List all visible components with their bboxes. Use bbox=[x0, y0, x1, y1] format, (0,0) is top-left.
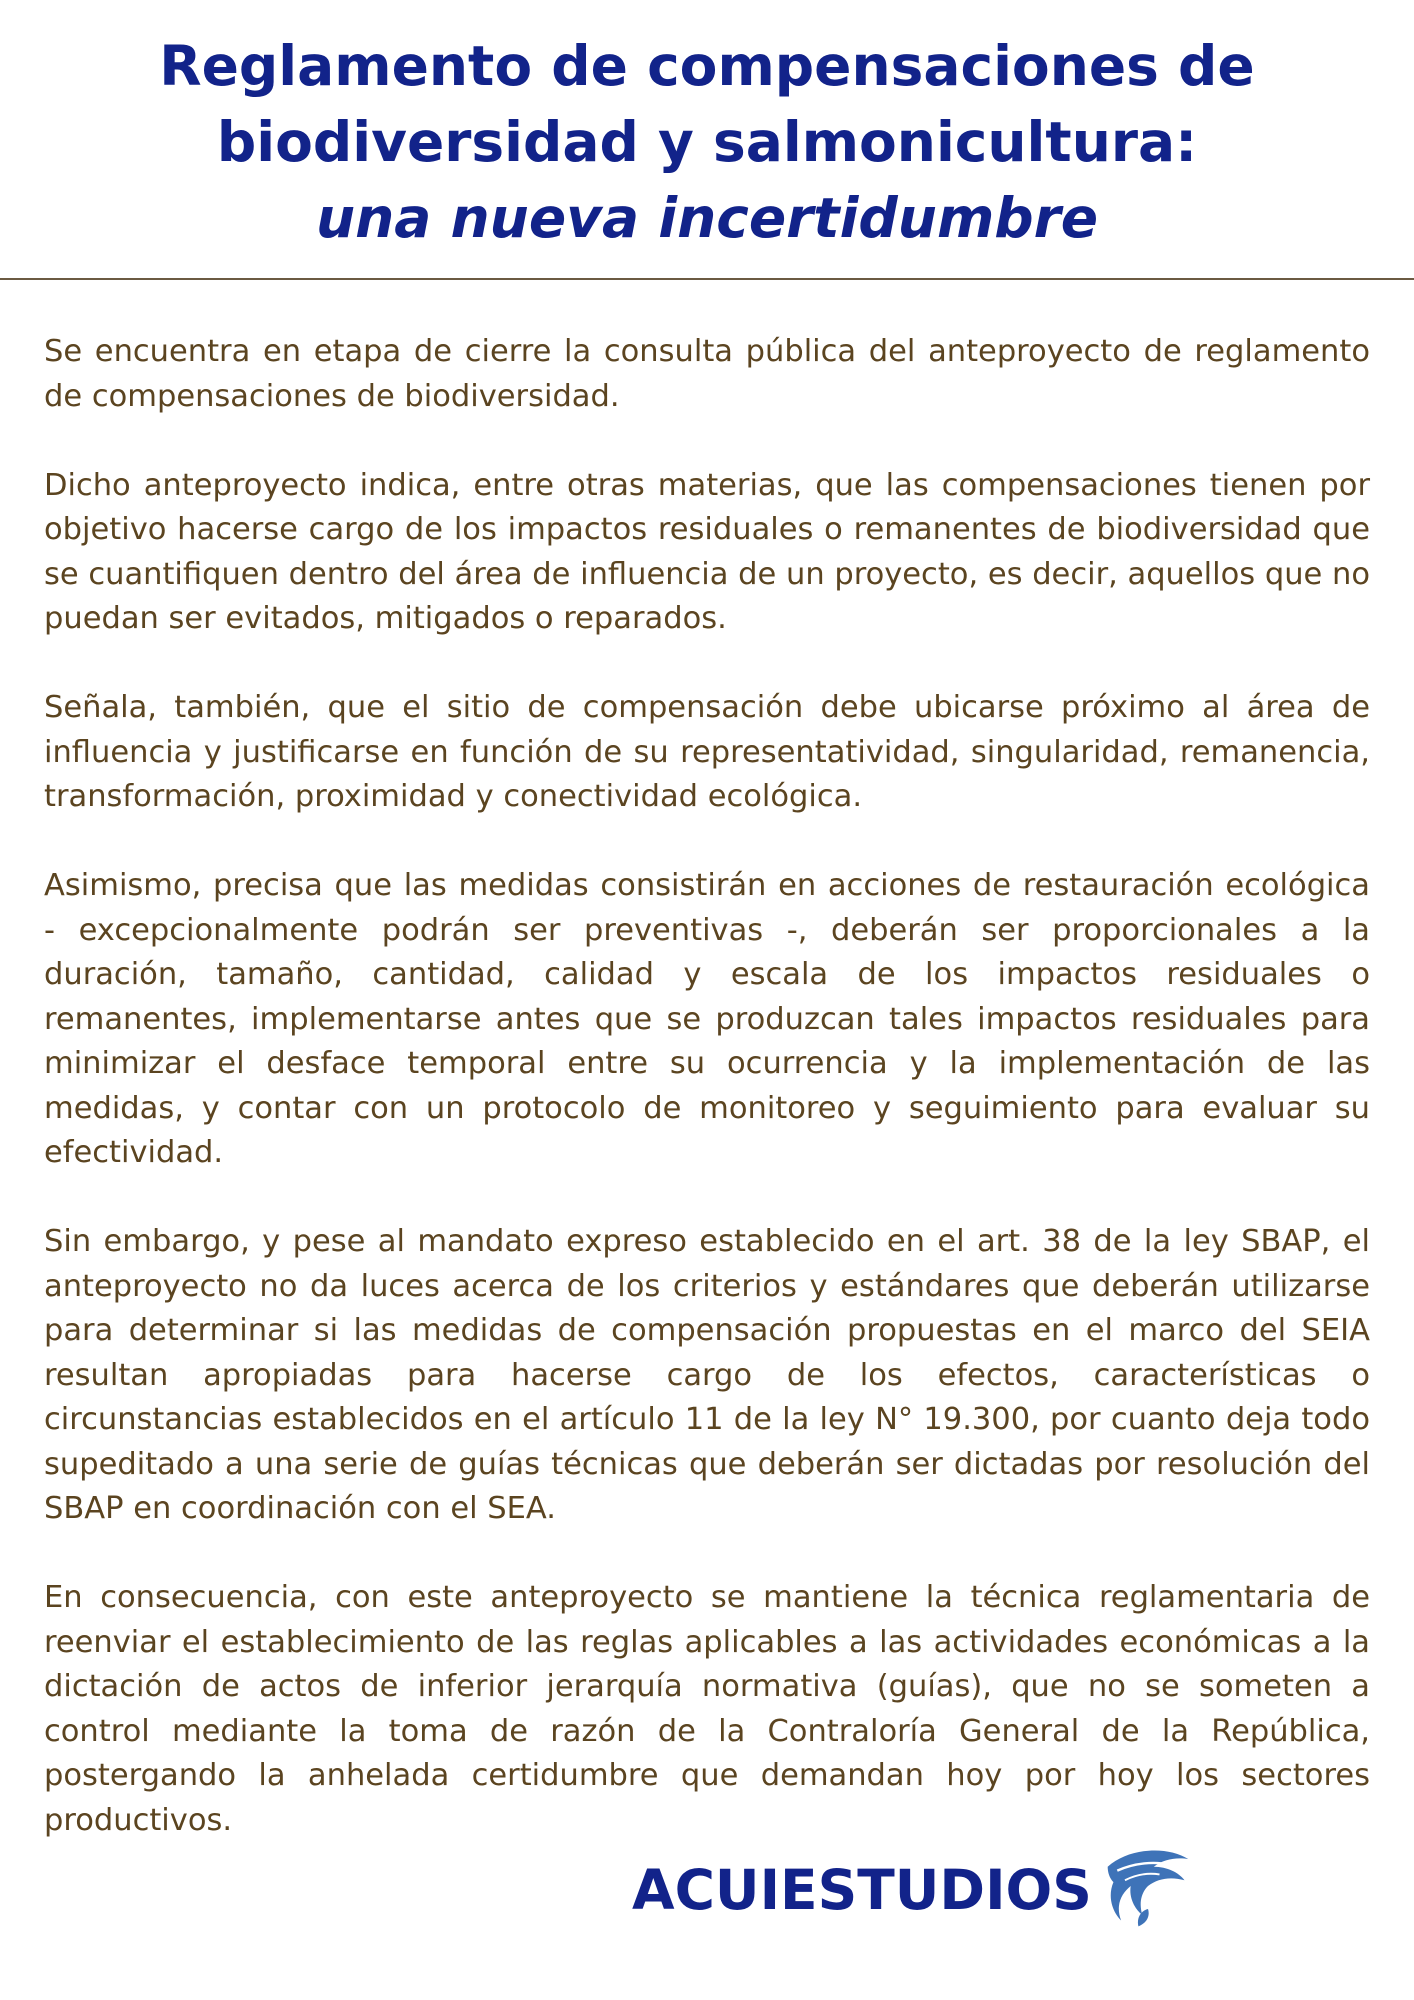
article-body bbox=[44, 330, 1370, 1888]
salmon-fish-icon bbox=[1100, 1838, 1196, 1934]
paragraph: Señala, también, que el sitio de compensación debe ubicarse próximo al área de influencia y justificarse en función de su representatividad, singularidad, remanencia, transformación, proximidad y conectividad ecológica. bbox=[44, 690, 1370, 814]
title-line-2: biodiversidad y salmonicultura: bbox=[216, 110, 1198, 174]
document-title bbox=[0, 28, 1414, 256]
paragraph: En consecuencia, con este anteproyecto se mantiene la técnica reglamentaria de reenviar el establecimiento de las reglas aplicables a las actividades económicas a la dictación de actos de inferior jerarquía normativa (guías), que no se someten a control mediante la toma de razón de la Contraloría General de la República, postergando la anhelada certidumbre que demandan hoy por hoy los sectores productivos. bbox=[44, 1580, 1370, 1838]
paragraph: Dicho anteproyecto indica, entre otras materias, que las compensaciones tienen por objetivo hacerse cargo de los impactos residuales o remanentes de biodiversidad que se cuantifiquen dentro del área de influencia de un proyecto, es decir, aquellos que no puedan ser evitados, mitigados o reparados. bbox=[44, 467, 1370, 636]
paragraph: Asimismo, precisa que las medidas consistirán en acciones de restauración ecológica - excepcionalmente podrán ser preventivas -, deberán ser proporcionales a la duración, tamaño, cantidad, calidad y escala de los impactos residuales o remanentes, implementarse antes que se produzcan tales impactos residuales para minimizar el desface temporal entre su ocurrencia y la implementación de las medidas, y contar con un protocolo de monitoreo y seguimiento para evaluar su efectividad. bbox=[44, 868, 1370, 1170]
title-subtitle: una nueva incertidumbre bbox=[315, 186, 1099, 250]
paragraph: Se encuentra en etapa de cierre la consulta pública del anteproyecto de reglamento de compensaciones de biodiversidad. bbox=[44, 334, 1370, 414]
brand-name: ACUIESTUDIOS bbox=[632, 1858, 1092, 1922]
paragraph: Sin embargo, y pese al mandato expreso establecido en el art. 38 de la ley SBAP, el anteproyecto no da luces acerca de los criterios y estándares que deberán utilizarse para determinar si las medidas de compensación propuestas en el marco del SEIA resultan apropiadas para hacerse cargo de los efectos, características o circunstancias establecidos en el artículo 11 de la ley N° 19.300, por cuanto deja todo supeditado a una serie de guías técnicas que deberán ser dictadas por resolución del SBAP en coordinación con el SEA. bbox=[44, 1224, 1370, 1526]
title-line-1: Reglamento de compensaciones de bbox=[159, 34, 1255, 98]
title-divider bbox=[0, 278, 1414, 280]
